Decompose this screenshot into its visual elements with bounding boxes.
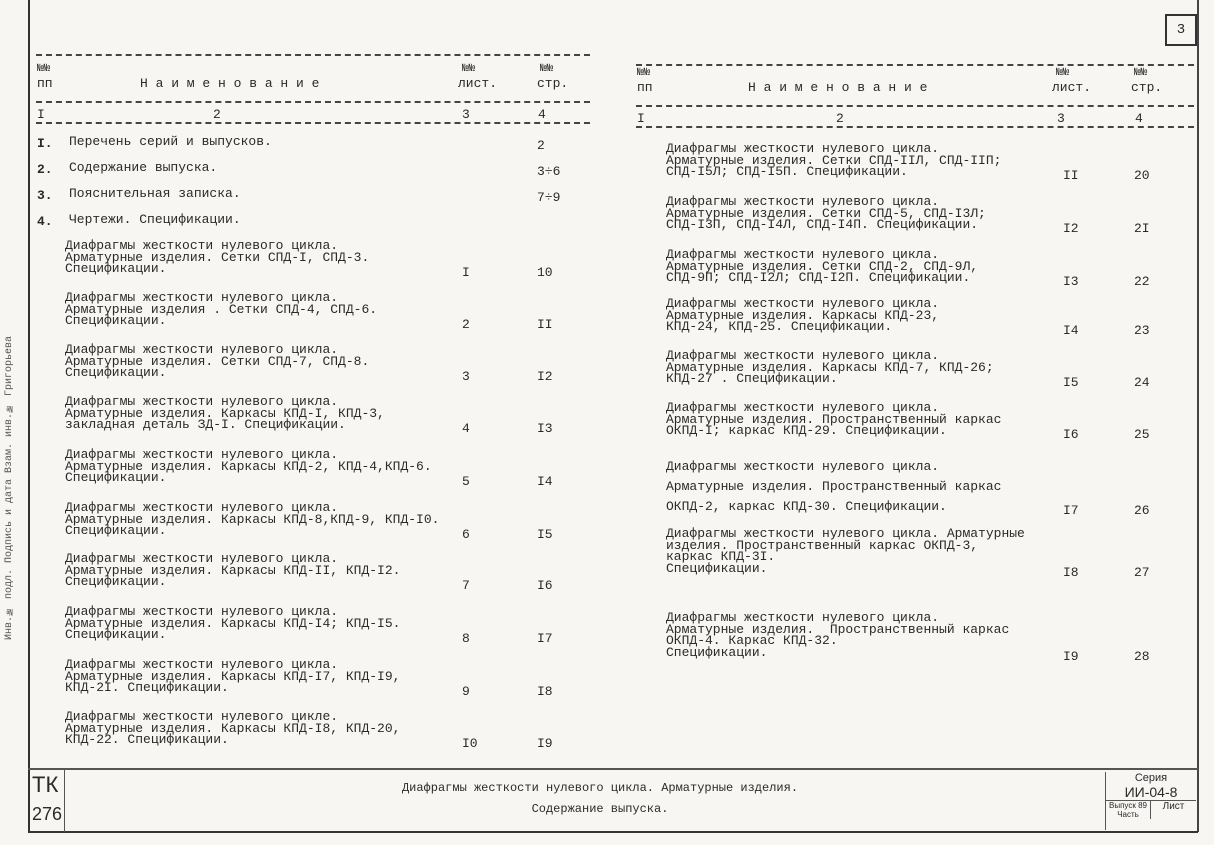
row-page: II (537, 317, 553, 332)
row-name-line: Арматурные изделия. Каркасы КПД-2, КПД-4,КПД-6. (65, 458, 432, 474)
row-page: I9 (537, 736, 553, 751)
stamp-title-line2: Содержание выпуска. (531, 802, 669, 816)
row-sheet: 3 (462, 369, 470, 384)
row-name-line: Пояснительная записка. (69, 186, 241, 201)
row-name-line: СПД-I5Л; СПД-I5П. Спецификации. (666, 164, 908, 179)
row-page: 2 (537, 138, 545, 153)
row-name-line: Диафрагмы жесткости нулевого цикла. (666, 247, 940, 262)
col-sheet-label: лист. (1052, 80, 1092, 95)
col-sheet-label-top: №№ (1056, 67, 1070, 79)
frame-bottom (28, 831, 1198, 833)
row-name-line: Диафрагмы жесткости нулевого цикла. (666, 459, 940, 474)
col-no-label-top: №№ (37, 63, 51, 75)
stamp-divider-vertical (64, 770, 65, 832)
row-name-line: Арматурные изделия. Сетки СПД-IIЛ, СПД-IIП; (666, 152, 1002, 168)
row-name-line: Спецификации. (65, 470, 167, 485)
row-sheet: 5 (462, 474, 470, 489)
page-number: 3 (1165, 14, 1197, 46)
col-number-2: 2 (213, 107, 221, 122)
row-number: 3. (37, 188, 53, 203)
row-name-line: Арматурные изделия. Сетки СПД-5, СПД-I3Л; (666, 205, 986, 221)
row-name-line: Спецификации. (65, 365, 167, 380)
row-page: 20 (1134, 168, 1150, 183)
col-no-label: пп (637, 80, 653, 95)
row-name-line: Арматурные изделия. Каркасы КПД-7, КПД-26; (666, 359, 994, 375)
row-name-line: Диафрагмы жесткости нулевого цикла. (666, 610, 940, 625)
series-label: Серия (1134, 772, 1168, 784)
col-page-label-top: №№ (540, 63, 554, 75)
row-name-line: Спецификации. (65, 627, 167, 642)
row-page: 28 (1134, 648, 1150, 664)
row-sheet: I5 (1063, 375, 1079, 390)
row-name-line: Арматурные изделия. Каркасы КПД-I8, КПД-20, (65, 720, 401, 736)
col-number-4: 4 (538, 107, 546, 122)
col-number-1: I (637, 111, 645, 126)
col-number-3: 3 (462, 107, 470, 122)
row-name-line: Перечень серий и выпусков. (69, 134, 272, 149)
row-sheet: I3 (1063, 274, 1079, 289)
row-name-line: Диафрагмы жесткости нулевого цикла. (65, 394, 339, 409)
row-sheet: 8 (462, 631, 470, 646)
col-page-label: стр. (1131, 80, 1163, 95)
row-name-line: КПД-22. Спецификации. (65, 732, 229, 747)
row-name-line: Спецификации. (65, 261, 167, 276)
row-page: 2I (1134, 221, 1150, 236)
row-sheet: II (1063, 168, 1079, 183)
row-name-line: Арматурные изделия. Пространственный каркас (666, 479, 1002, 494)
frame-right (1197, 0, 1199, 832)
row-page: 27 (1134, 564, 1150, 580)
col-sheet-label-top: №№ (462, 63, 476, 75)
row-number: 4. (37, 214, 53, 229)
col-no-label-top: №№ (637, 67, 651, 79)
row-name-line: Диафрагмы жесткости нулевого цикла. (666, 348, 940, 363)
stamp-code: ТК (32, 772, 59, 797)
row-sheet: 7 (462, 578, 470, 593)
col-number-1: I (37, 107, 45, 122)
row-name-line: Арматурные изделия. Сетки СПД-2, СПД-9Л, (666, 258, 979, 274)
row-name-line: Спецификации. (666, 644, 768, 660)
row-sheet: 4 (462, 421, 470, 436)
row-name-line: каркас КПД-3I. (666, 549, 776, 564)
col-name-label: Н а и м е н о в а н и е (748, 80, 928, 95)
row-page: 23 (1134, 323, 1150, 338)
row-name-line: Диафрагмы жесткости нулевого цикле. (65, 709, 339, 724)
row-page: 25 (1134, 427, 1150, 442)
row-name-line: Арматурные изделия. Сетки СПД-7, СПД-8. (65, 353, 370, 369)
row-number: 2. (37, 162, 53, 177)
row-name-line: Арматурные изделия. Пространственный каркас (666, 621, 1010, 637)
row-page: 3÷6 (537, 164, 561, 179)
row-name-line: СПД-9П; СПД-I2Л; СПД-I2П. Спецификации. (666, 270, 971, 285)
row-name-line: Арматурные изделия. Сетки СПД-I, СПД-3. (65, 249, 370, 265)
row-page: I3 (537, 421, 553, 436)
row-name-line: Содержание выпуска. (69, 160, 218, 175)
row-name-line: Арматурные изделия. Каркасы КПД-8,КПД-9, КПД-I0. (65, 511, 440, 527)
col-number-2: 2 (836, 111, 844, 126)
row-sheet: I2 (1063, 221, 1079, 236)
row-name-line: КПД-2I. Спецификации. (65, 680, 229, 695)
row-name-line: Спецификации. (666, 560, 768, 576)
row-page: I6 (537, 578, 553, 593)
row-name-line: КПД-27 . Спецификации. (666, 371, 838, 386)
row-name-line: Диафрагмы жесткости нулевого цикла. (65, 500, 339, 515)
issue-label: Выпуск 89 Часть (1106, 801, 1151, 819)
row-number: I. (37, 136, 53, 151)
row-page: 22 (1134, 274, 1150, 289)
row-sheet: 9 (462, 684, 470, 699)
col-number-4: 4 (1135, 111, 1143, 126)
col-page-label: стр. (537, 76, 569, 91)
row-page: I5 (537, 527, 553, 542)
sheet-label: Лист (1162, 801, 1185, 812)
row-page: I8 (537, 684, 553, 699)
row-name-line: ОКПД-2, каркас КПД-30. Спецификации. (666, 499, 947, 514)
row-page: 26 (1134, 503, 1150, 518)
row-sheet: 6 (462, 527, 470, 542)
row-name-line: Диафрагмы жесткости нулевого цикла. (65, 447, 339, 462)
row-name-line: Арматурные изделия. Каркасы КПД-I4; КПД-I5. (65, 615, 401, 631)
row-name-line: Диафрагмы жесткости нулевого цикла. (65, 551, 339, 566)
col-no-label: пп (37, 76, 53, 91)
row-name-line: Арматурные изделия. Каркасы КПД-II, КПД-I2. (65, 562, 401, 578)
row-name-line: Арматурные изделия. Каркасы КПД-23, (666, 307, 940, 323)
row-sheet: I8 (1063, 564, 1079, 580)
row-sheet: I (462, 265, 470, 280)
row-name-line: Спецификации. (65, 523, 167, 538)
stamp-title-line1: Диафрагмы жесткости нулевого цикла. Арматурные изделия. (401, 781, 799, 795)
row-name-line: Арматурные изделия. Каркасы КПД-I, КПД-3, (65, 405, 385, 421)
row-name-line: ОКПД-I; каркас КПД-29. Спецификации. (666, 423, 947, 438)
row-sheet: I7 (1063, 503, 1079, 518)
col-page-label-top: №№ (1134, 67, 1148, 79)
row-sheet: 2 (462, 317, 470, 332)
frame-left (28, 0, 30, 832)
row-name-line: изделия. Пространственный каркас ОКПД-3, (666, 537, 979, 553)
stamp-divider (28, 768, 1198, 770)
col-name-label: Н а и м е н о в а н и е (140, 76, 320, 91)
row-sheet: I4 (1063, 323, 1079, 338)
row-name-line: Диафрагмы жесткости нулевого цикла. (666, 141, 940, 156)
series-box (1105, 772, 1196, 830)
row-name-line: закладная деталь ЗД-I. Спецификации. (65, 417, 346, 432)
row-name-line: Диафрагмы жесткости нулевого цикла. (666, 400, 940, 415)
row-page: 24 (1134, 375, 1150, 390)
row-page: 7÷9 (537, 190, 561, 205)
row-name-line: Спецификации. (65, 574, 167, 589)
row-sheet: I6 (1063, 427, 1079, 442)
row-name-line: Диафрагмы жесткости нулевого цикла. (65, 657, 339, 672)
row-name-line: СПД-I3П, СПД-I4Л, СПД-I4П. Спецификации. (666, 217, 979, 232)
row-sheet: I0 (462, 736, 478, 751)
col-number-3: 3 (1057, 111, 1065, 126)
row-name-line: Спецификации. (65, 313, 167, 328)
row-name-line: Чертежи. Спецификации. (69, 212, 241, 227)
stamp-code-number: 276 (32, 804, 63, 824)
series-value: ИИ-04-8 (1106, 784, 1196, 801)
row-name-line: Диафрагмы жесткости нулевого цикла. (65, 604, 339, 619)
row-page: I2 (537, 369, 553, 384)
col-sheet-label: лист. (458, 76, 498, 91)
row-page: 10 (537, 265, 553, 280)
row-name-line: ОКПД-4. Каркас КПД-32. (666, 633, 838, 648)
row-name-line: Диафрагмы жесткости нулевого цикла. (666, 194, 940, 209)
row-name-line: Арматурные изделия. Пространственный каркас (666, 411, 1002, 427)
row-name-line: Арматурные изделия . Сетки СПД-4, СПД-6. (65, 301, 378, 317)
row-name-line: КПД-24, КПД-25. Спецификации. (666, 319, 893, 334)
side-stamp: Инв.№ подл. Подпись и дата Взам. инв.№ Григорьева (4, 335, 15, 640)
row-sheet: I9 (1063, 648, 1079, 664)
row-page: I7 (537, 631, 553, 646)
row-name-line: Диафрагмы жесткости нулевого цикла. (65, 290, 339, 305)
row-name-line: Диафрагмы жесткости нулевого цикла. Арматурные (666, 526, 1025, 541)
row-name-line: Диафрагмы жесткости нулевого цикла. (65, 238, 339, 253)
row-name-line: Диафрагмы жесткости нулевого цикла. (666, 296, 940, 311)
row-name-line: Арматурные изделия. Каркасы КПД-I7, КПД-I9, (65, 668, 401, 684)
row-name-line: Диафрагмы жесткости нулевого цикла. (65, 342, 339, 357)
row-page: I4 (537, 474, 553, 489)
